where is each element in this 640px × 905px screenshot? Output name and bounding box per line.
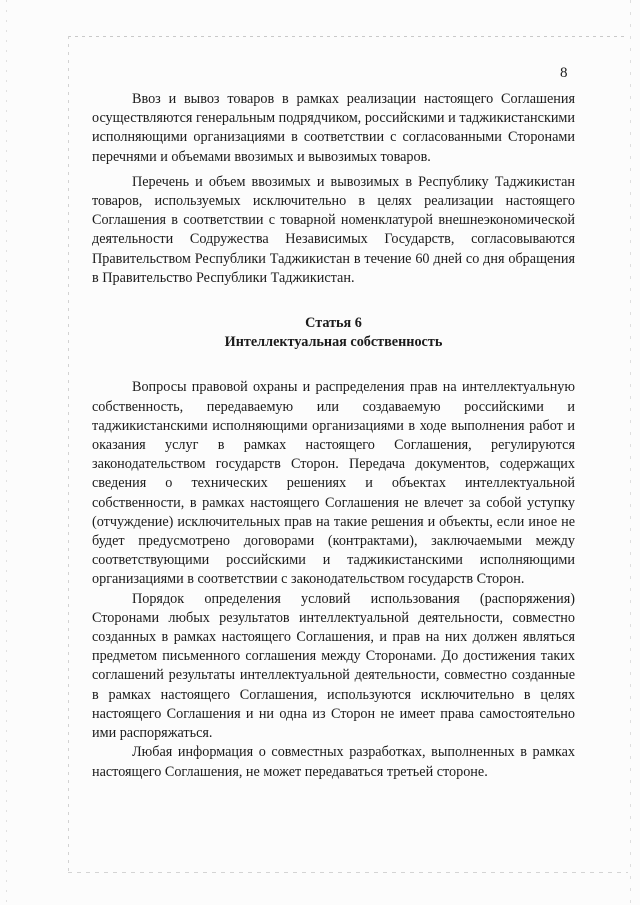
article-number: Статья 6 — [305, 315, 362, 332]
article-title: Интеллектуальная собственность — [224, 334, 443, 351]
frame-line-left — [68, 36, 69, 876]
scan-edge-left — [6, 0, 7, 905]
paragraph-confidentiality: Любая информация о совместных разработках, выполненных в рамках настоящего Соглашения, не может передаваться третьей стороне. — [92, 744, 575, 780]
scan-edge-right — [630, 0, 631, 905]
paragraph-ip-usage: Порядок определения условий использования (распоряжения) Сторонами любых результатов интеллектуальной деятельности, совместно созданных в рамках настоящего Соглашения, и прав на них должен являться предметом письменного соглашения между Сторонами. До достижения таких соглашений результаты интеллектуальной деятельности, совместно созданные в рамках настоящего Соглашения, используются исключительно в целях настоящего Соглашения и ни одна из Сторон не имеет права самостоятельно ими распоряжаться. — [92, 590, 575, 742]
document-body — [92, 90, 575, 782]
page-number: 8 — [560, 65, 568, 81]
paragraph-goods-list: Перечень и объем ввозимых и вывозимых в Республику Таджикистан товаров, используемых исключительно в целях реализации настоящего Соглашения в соответствии с товарной номенклатурой внешнеэкономической деятельности Содружества Независимых Государств, согласовываются Правительством Республики Таджикистан в течение 60 дней со дня обращения в Правительство Республики Таджикистан. — [92, 173, 575, 286]
article-heading — [92, 314, 575, 352]
frame-line-bottom — [68, 872, 628, 873]
frame-line-top — [68, 36, 628, 37]
paragraph-ip-protection: Вопросы правовой охраны и распределения прав на интеллектуальную собственность, передаваемую или создаваемую российскими и таджикистанскими исполняющими организациями в ходе выполнения работ и оказания услуг в рамках настоящего Соглашения, регулируются законодательством государств Сторон. Передача документов, содержащих сведения о технических решениях и объектах интеллектуальной собственности, в рамках настоящего Соглашения не влечет за собой уступку (отчуждение) исключительных прав на такие решения и объекты, если иное не будет предусмотрено договорами (контрактами), заключаемыми между соответствующими российскими и таджикистанскими исполняющими организациями в соответствии с законодательством государств Сторон. — [92, 379, 575, 588]
paragraph-import-export: Ввоз и вывоз товаров в рамках реализации настоящего Соглашения осуществляются генеральным подрядчиком, российскими и таджикистанскими исполняющими организациями в соответствии с согласованными Сторонами перечнями и объемами ввозимых и вывозимых товаров. — [92, 91, 575, 165]
